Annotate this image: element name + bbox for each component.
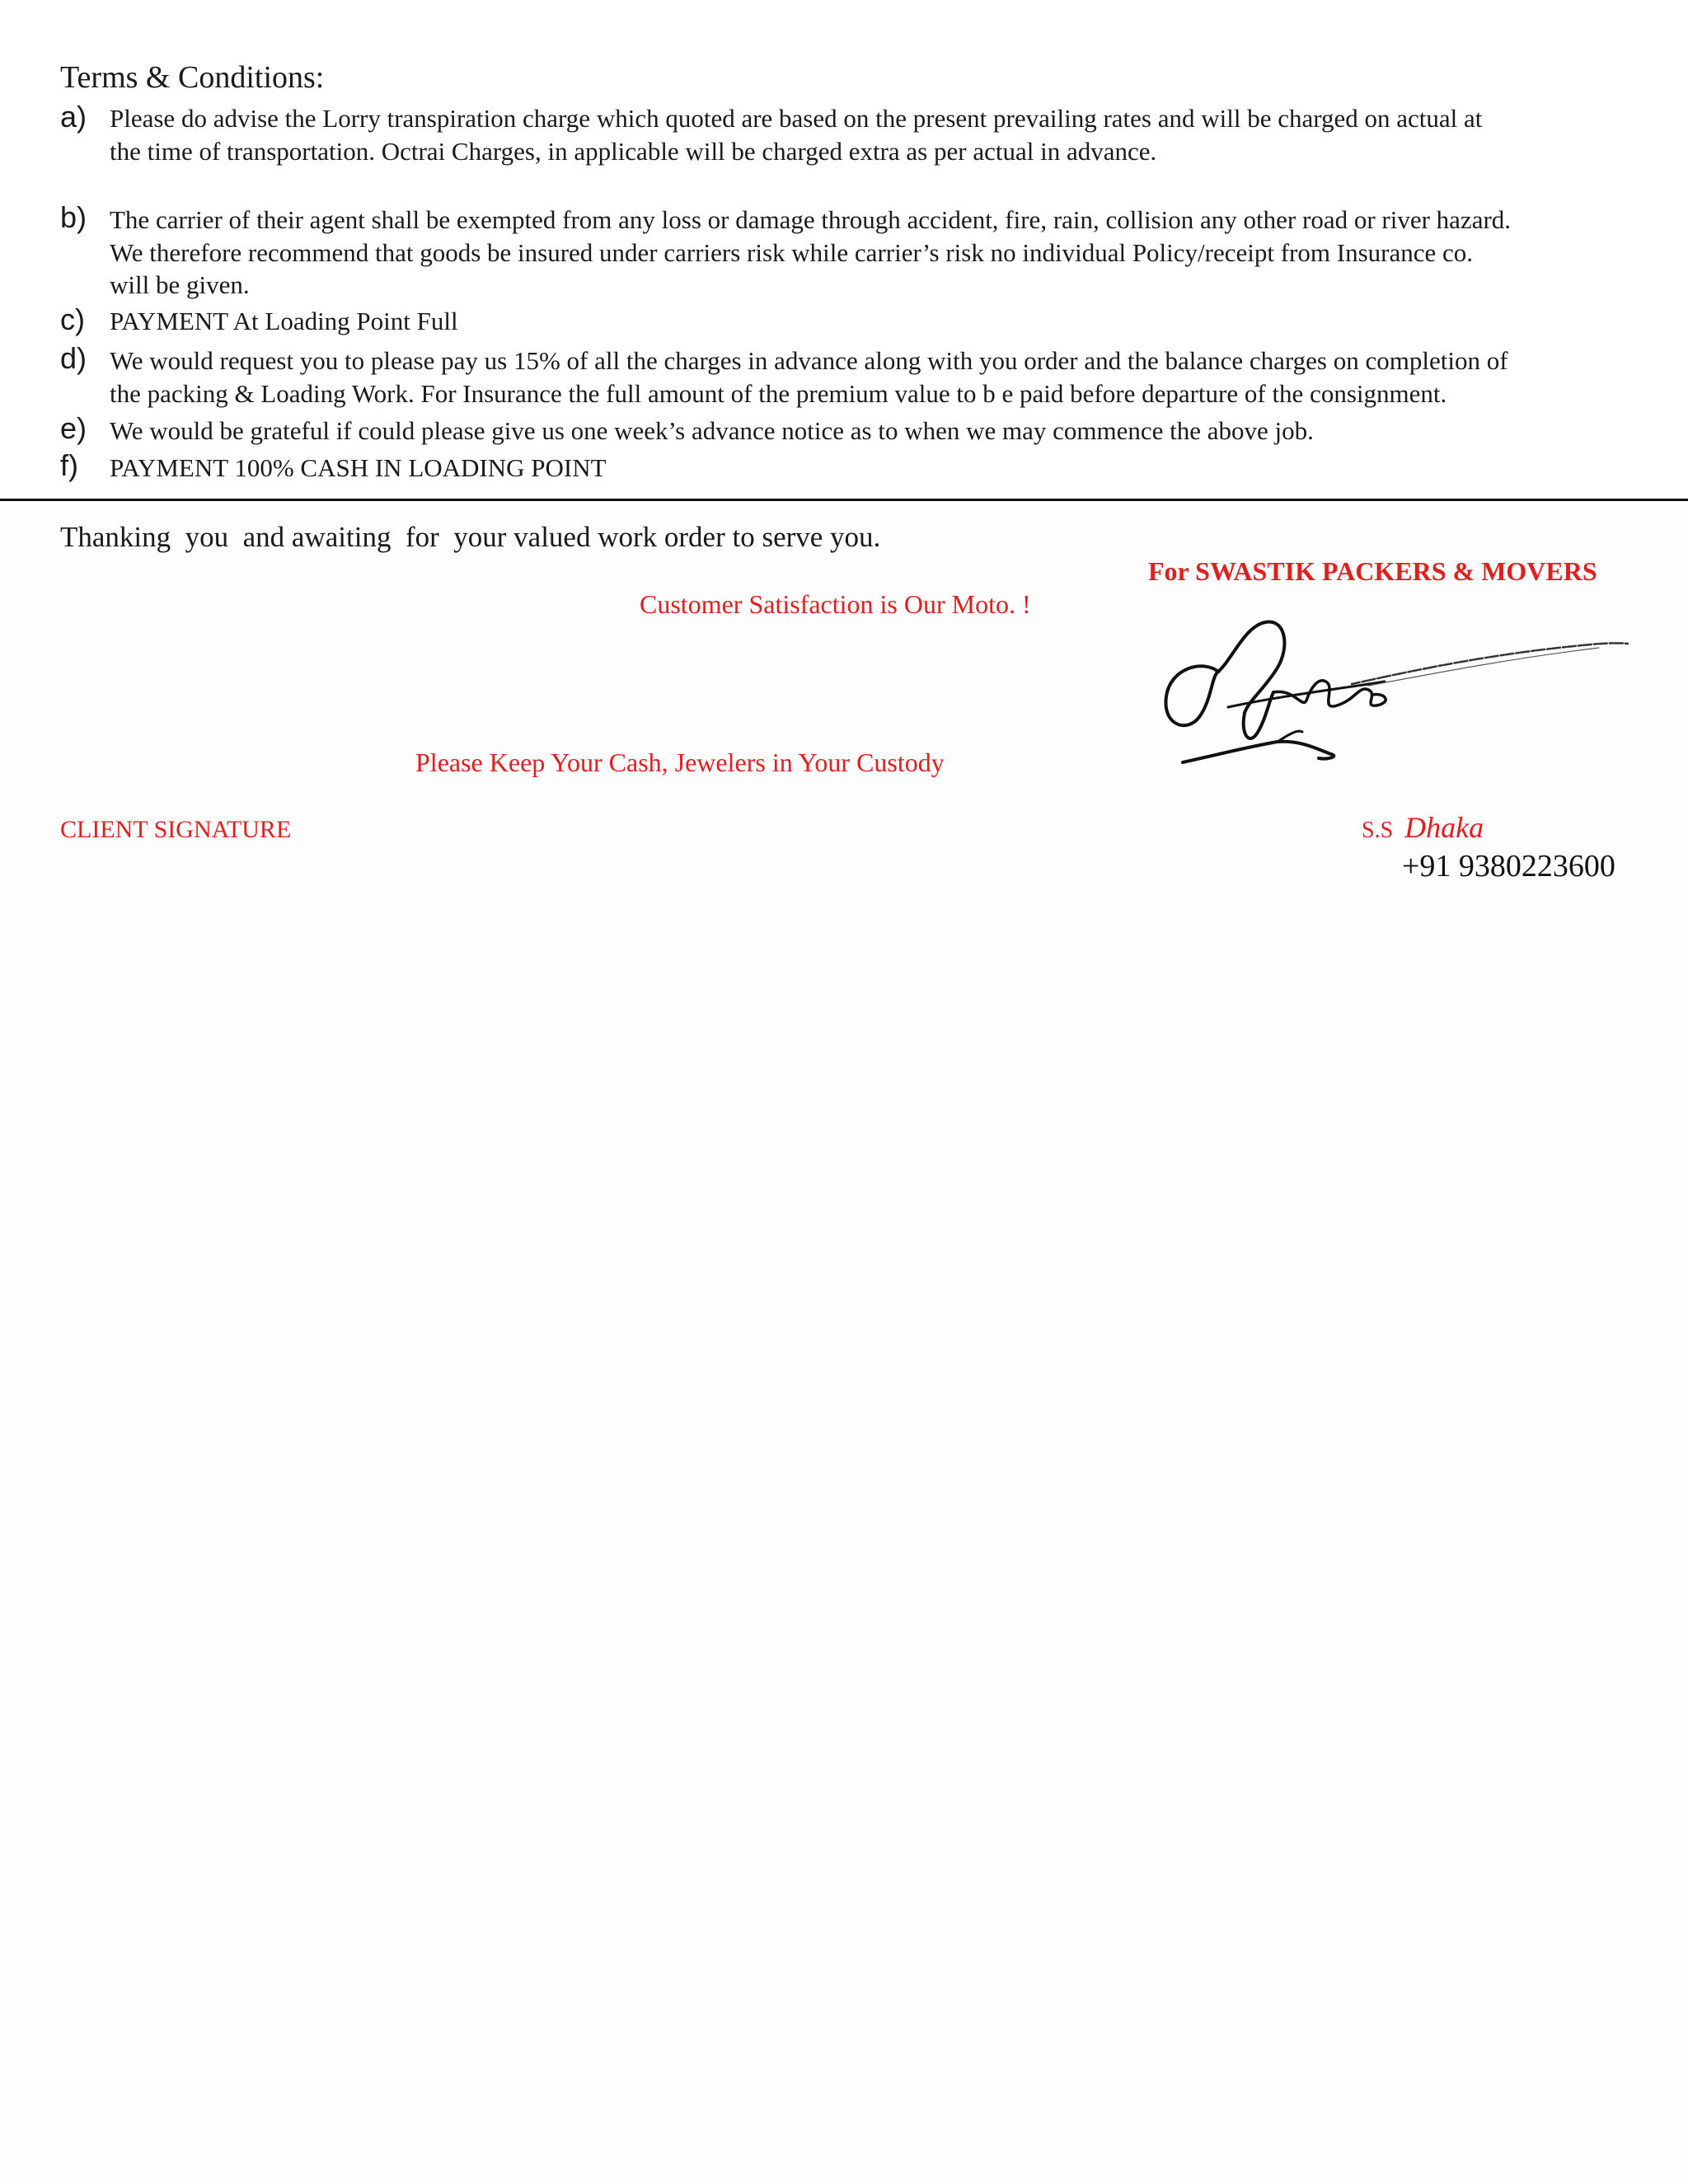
thanks-message: Thanking you and awaiting for your valued work order to serve you. bbox=[60, 521, 881, 553]
term-b-line-2: We therefore recommend that goods be insured under carriers risk while carrier’s risk no individual Policy/receipt from Insurance co. bbox=[110, 238, 1473, 267]
section-divider bbox=[0, 499, 1688, 501]
signatory-city: Dhaka bbox=[1404, 811, 1484, 844]
term-d-letter: d) bbox=[60, 341, 87, 375]
signatory-block bbox=[1362, 809, 1484, 852]
handwritten-signature bbox=[1154, 610, 1632, 775]
term-e-letter: e) bbox=[60, 411, 87, 445]
term-b-line-3: will be given. bbox=[110, 270, 250, 299]
term-a-line-2: the time of transportation. Octrai Charges, in applicable will be charged extra as per actual in advance. bbox=[110, 137, 1157, 166]
term-f-letter: f) bbox=[60, 448, 78, 482]
motto-text: Customer Satisfaction is Our Moto. ! bbox=[640, 589, 1031, 619]
signatory-initials: S.S bbox=[1362, 818, 1394, 843]
term-d-line-1: We would request you to please pay us 15% of all the charges in advance along with you order and the balance charges on completion of bbox=[110, 346, 1508, 375]
terms-title: Terms & Conditions: bbox=[60, 60, 325, 95]
term-a-line-1: Please do advise the Lorry transpiration charge which quoted are based on the present prevailing rates and will be charged on actual at bbox=[110, 104, 1483, 133]
term-a-letter: a) bbox=[60, 100, 87, 134]
company-name: For SWASTIK PACKERS & MOVERS bbox=[1148, 556, 1597, 586]
term-b-letter: b) bbox=[60, 200, 87, 234]
custody-warning: Please Keep Your Cash, Jewelers in Your Custody bbox=[415, 748, 945, 777]
term-c-letter: c) bbox=[60, 302, 85, 336]
term-b-line-1: The carrier of their agent shall be exempted from any loss or damage through accident, fire, rain, collision any other road or river hazard. bbox=[110, 205, 1512, 234]
phone-number: +91 9380223600 bbox=[1402, 849, 1615, 883]
term-f-line-1: PAYMENT 100% CASH IN LOADING POINT bbox=[110, 453, 607, 482]
client-signature-label: CLIENT SIGNATURE bbox=[60, 816, 292, 843]
term-c-line-1: PAYMENT At Loading Point Full bbox=[110, 307, 458, 335]
term-d-line-2: the packing & Loading Work. For Insurance the full amount of the premium value to b e paid before departure of the consignment. bbox=[110, 379, 1447, 408]
term-e-line-1: We would be grateful if could please give us one week’s advance notice as to when we may commence the above job. bbox=[110, 416, 1314, 445]
